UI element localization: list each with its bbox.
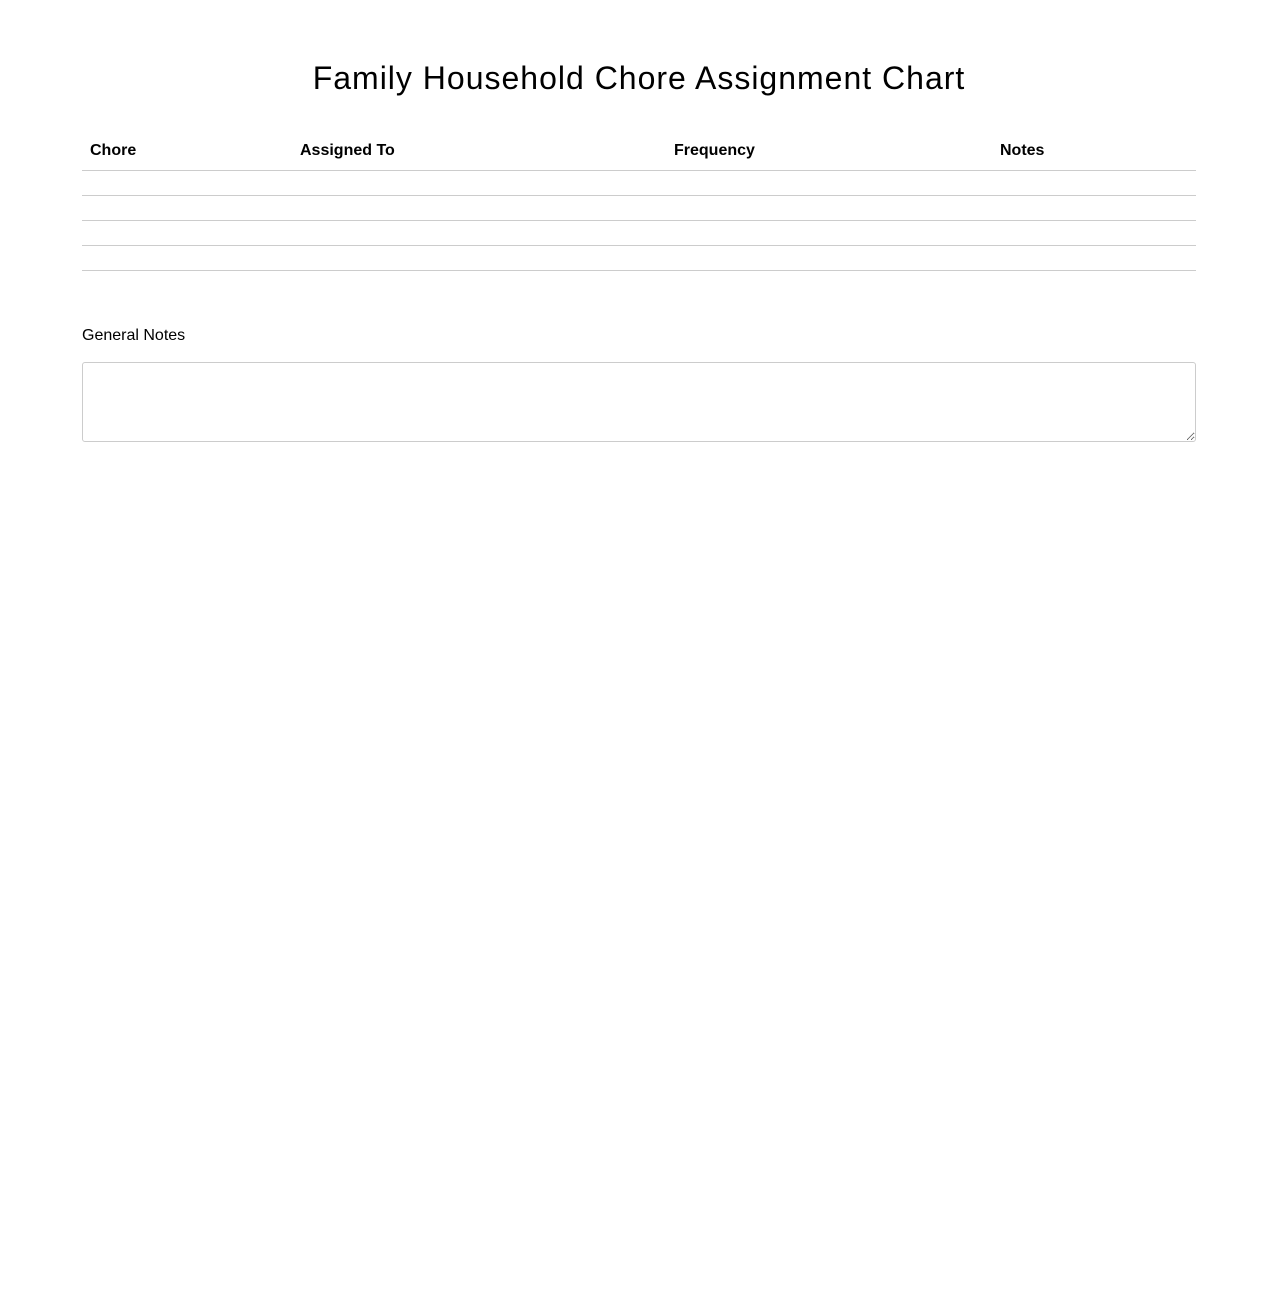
cell-assigned-to[interactable] (292, 171, 666, 196)
column-header-assigned-to: Assigned To (292, 132, 666, 171)
cell-notes[interactable] (992, 221, 1196, 246)
chore-table (82, 132, 1196, 271)
header-row (82, 132, 1196, 171)
table-row (82, 171, 1196, 196)
cell-notes[interactable] (992, 246, 1196, 271)
table-row (82, 221, 1196, 246)
table-row (82, 196, 1196, 221)
general-notes-textarea[interactable] (82, 362, 1196, 442)
column-header-frequency: Frequency (666, 132, 992, 171)
cell-chore[interactable] (82, 196, 292, 221)
cell-chore[interactable] (82, 221, 292, 246)
cell-frequency[interactable] (666, 171, 992, 196)
cell-chore[interactable] (82, 246, 292, 271)
column-header-notes: Notes (992, 132, 1196, 171)
cell-frequency[interactable] (666, 221, 992, 246)
cell-assigned-to[interactable] (292, 221, 666, 246)
cell-assigned-to[interactable] (292, 246, 666, 271)
table-row (82, 246, 1196, 271)
cell-frequency[interactable] (666, 246, 992, 271)
table-body (82, 171, 1196, 271)
page-title: Family Household Chore Assignment Chart (312, 60, 966, 96)
cell-notes[interactable] (992, 171, 1196, 196)
table-header (82, 132, 1196, 171)
cell-assigned-to[interactable] (292, 196, 666, 221)
general-notes-label: General Notes (82, 327, 186, 344)
cell-notes[interactable] (992, 196, 1196, 221)
cell-frequency[interactable] (666, 196, 992, 221)
column-header-chore: Chore (82, 132, 292, 171)
cell-chore[interactable] (82, 171, 292, 196)
